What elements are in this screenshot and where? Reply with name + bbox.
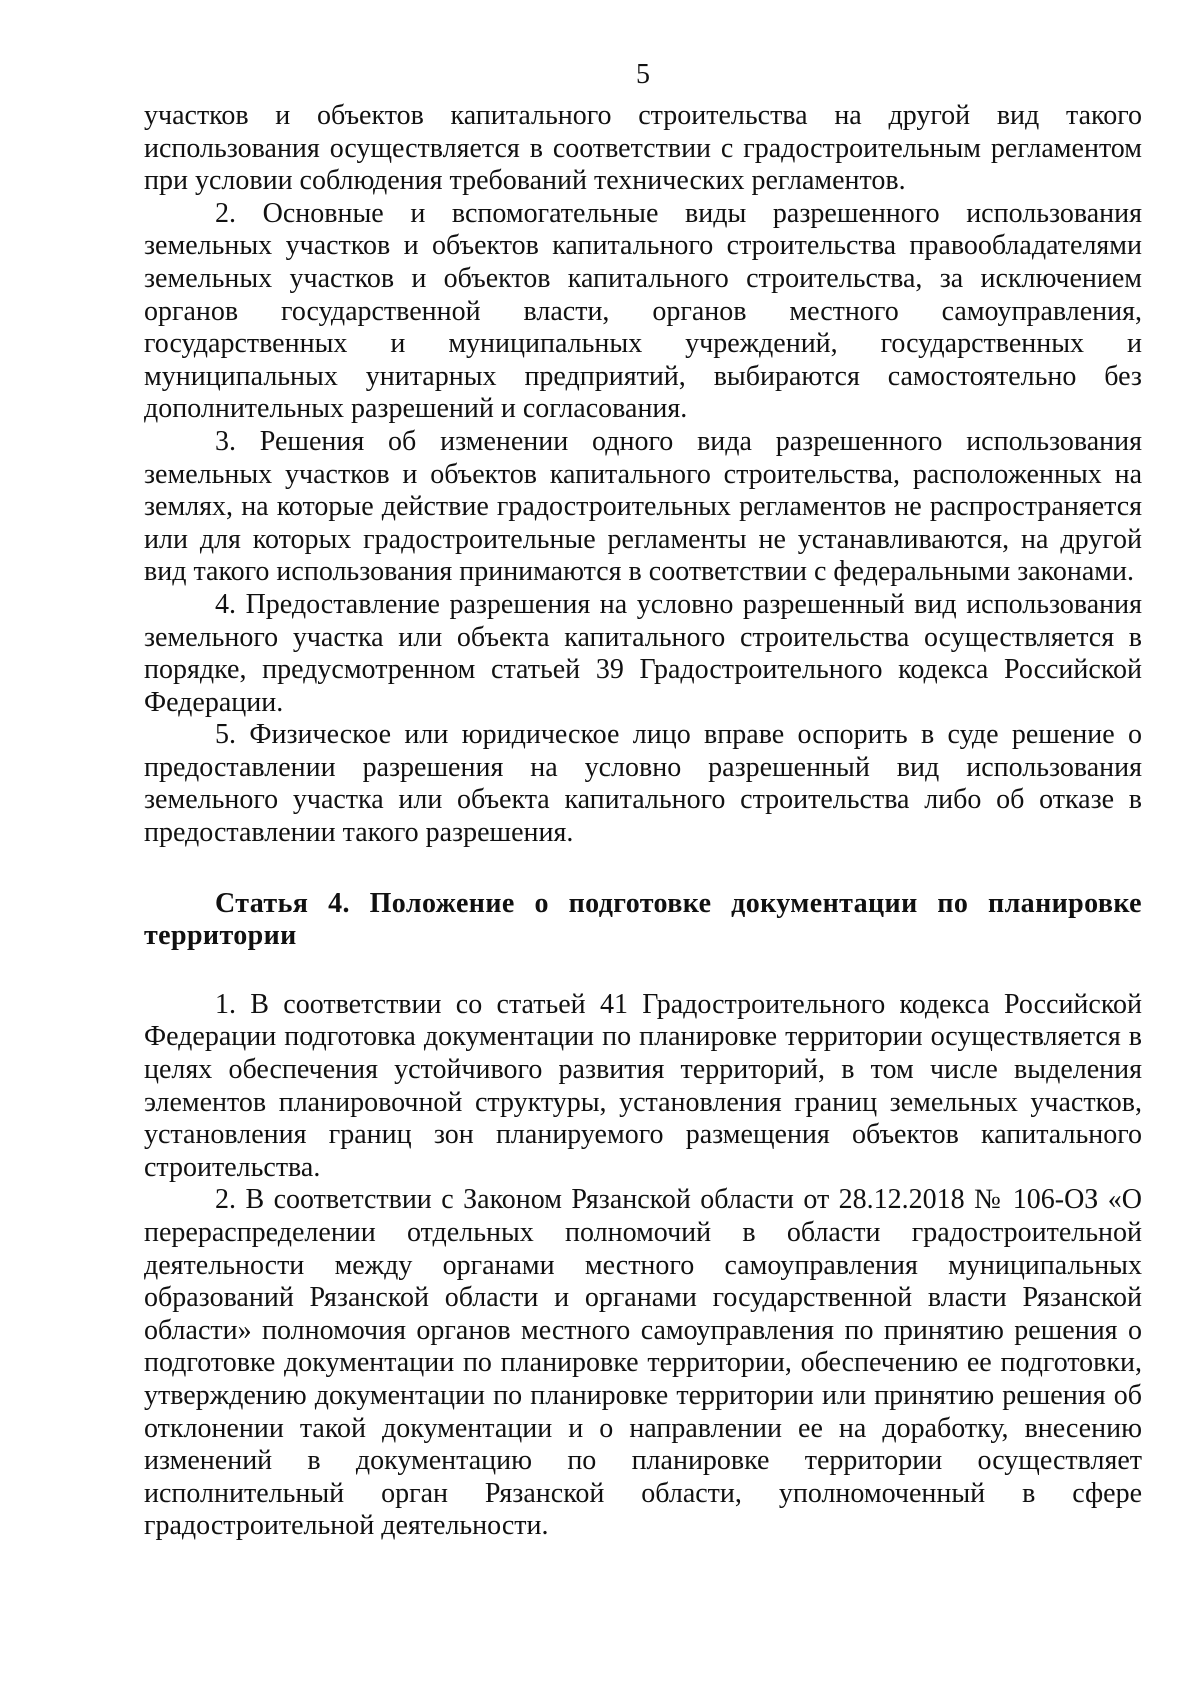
- paragraph-4-2: 2. В соответствии с Законом Рязанской области от 28.12.2018 № 106-ОЗ «О перераспределении отдельных полномочий в области градостроительной деятельности между органами местного самоуправления муниципальных образований Рязанской области и органами государственной власти Рязанской области» полномочия органов местного самоуправления по принятию решения о подготовке документации по планировке территории, обеспечению ее подготовки, утверждению документации по планировке территории или принятию решения об отклонении такой документации и о направлении ее на доработку, внесению изменений в документацию по планировке территории осуществляет исполнительный орган Рязанской области, уполномоченный в сфере градостроительной деятельности.: [144, 1184, 1142, 1542]
- document-page: [144, 58, 1142, 1543]
- paragraph-3-4: 4. Предоставление разрешения на условно разрешенный вид использования земельного участка или объекта капитального строительства осуществляется в порядке, предусмотренном статьей 39 Градостроительного кодекса Российской Федерации.: [144, 588, 1142, 718]
- article-4-heading: Статья 4. Положение о подготовке документации по планировке территории: [144, 887, 1142, 952]
- paragraph-3-2: 2. Основные и вспомогательные виды разрешенного использования земельных участков и объектов капитального строительства правообладателями земельных участков и объектов капитального строительства, за исключением органов государственной власти, органов местного самоуправления, государственных и муниципальных учреждений, государственных и муниципальных унитарных предприятий, выбираются самостоятельно без дополнительных разрешений и согласования.: [144, 197, 1142, 425]
- paragraph-3-5: 5. Физическое или юридическое лицо вправе оспорить в суде решение о предоставлении разрешения на условно разрешенный вид использования земельного участка или объекта капитального строительства либо об отказе в предоставлении такого разрешения.: [144, 719, 1142, 849]
- paragraph-3-3: 3. Решения об изменении одного вида разрешенного использования земельных участков и объектов капитального строительства, расположенных на землях, на которые действие градостроительных регламентов не распространяется или для которых градостроительные регламенты не устанавливаются, на другой вид такого использования принимаются в соответствии с федеральными законами.: [144, 425, 1142, 588]
- spacer: [144, 850, 1142, 888]
- spacer: [144, 953, 1142, 989]
- page-number: 5: [636, 59, 650, 90]
- paragraph-4-1: 1. В соответствии со статьей 41 Градостроительного кодекса Российской Федерации подготовка документации по планировке территории осуществляется в целях обеспечения устойчивого развития территорий, в том числе выделения элементов планировочной структуры, установления границ земельных участков, установления границ зон планируемого размещения объектов капитального строительства.: [144, 988, 1142, 1183]
- paragraph-continuation: участков и объектов капитального строительства на другой вид такого использования осуществляется в соответствии с градостроительным регламентом при условии соблюдения требований технических регламентов.: [144, 100, 1142, 197]
